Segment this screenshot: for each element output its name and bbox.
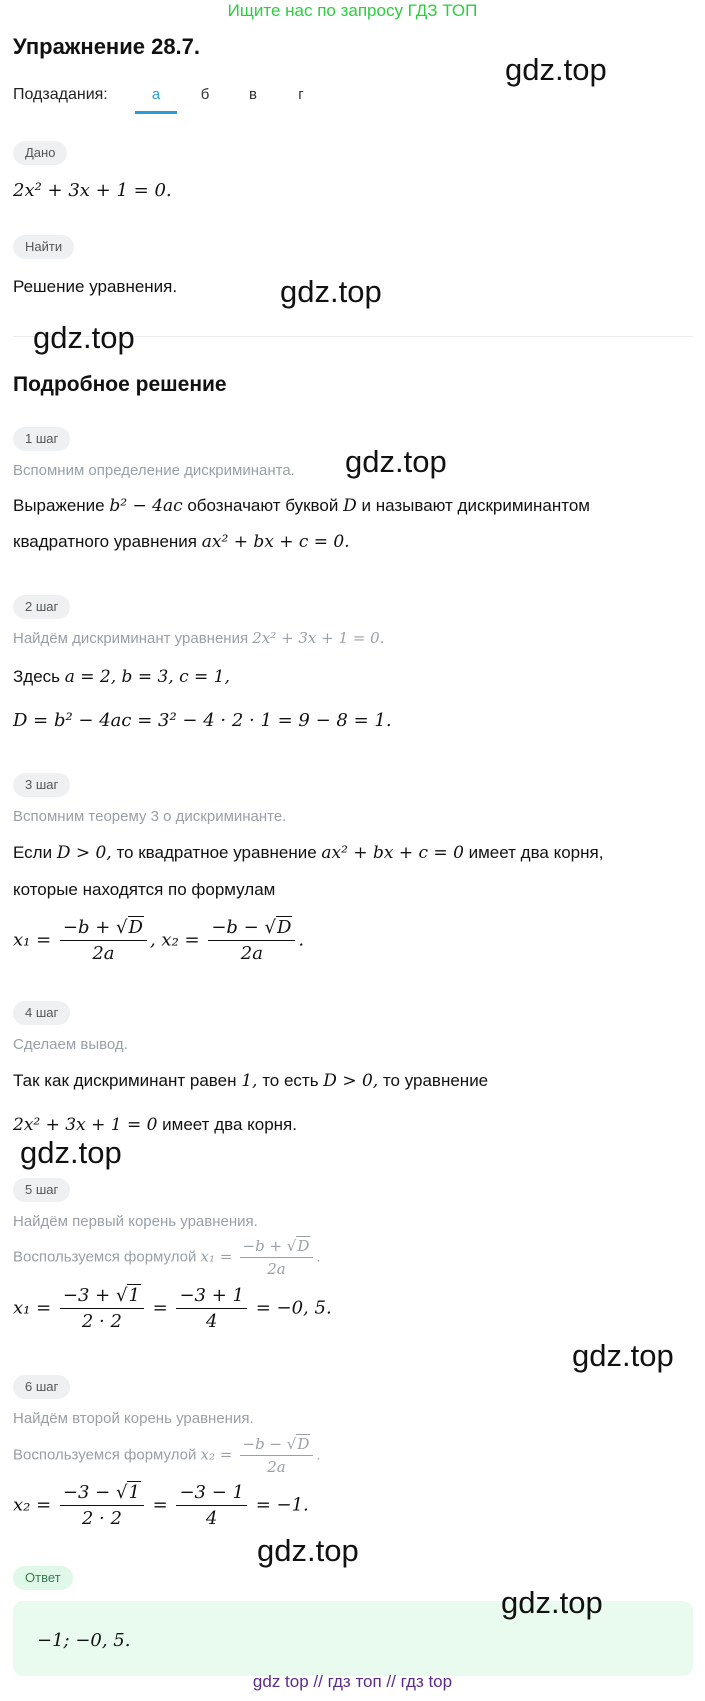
root-calculation: x₁ = $\frac{-3 + √1}{2 \cdot 2}$ = $\frac{-3 + 1}{4}$ = −0, 5. [13,1285,332,1332]
watermark: gdz.top [501,1585,603,1620]
step-pill: 6 шаг [13,1375,70,1399]
step-line: Так как дискриминант равен 1, то есть D > 0, то уравнение [13,1071,489,1091]
root-calculation: x₂ = $\frac{-3 - √1}{2 \cdot 2}$ = $\frac{-3 - 1}{4}$ = −1. [13,1482,309,1529]
answer-pill: Ответ [13,1566,73,1590]
answer-value: −1; −0, 5. [37,1630,131,1651]
step-line: Если D > 0, то квадратное уравнение ax² + bx + c = 0 имеет два корня, [13,843,604,863]
step-line: Выражение b² − 4ac обозначают буквой D и называют дискриминантом [13,496,590,516]
step-hint: Вспомним теорему 3 о дискриминанте. [13,808,287,825]
step-pill: 4 шаг [13,1001,70,1025]
discriminant-formula: D = b² − 4ac = 3² − 4 · 2 · 1 = 9 − 8 = 1. [13,710,392,731]
roots-formula: x₁ = $\frac{-b + √D}{2a}$ , x₂ = $\frac{-b - √D}{2a}$ . [13,917,305,964]
watermark: gdz.top [345,444,447,479]
watermark: gdz.top [280,274,382,309]
tab-g[interactable]: г [298,86,304,103]
watermark: gdz.top [20,1135,122,1170]
step-hint: Найдём дискриминант уравнения 2x² + 3x + 1 = 0. [13,629,385,647]
step-pill: 2 шаг [13,595,70,619]
subtasks-label: Подзадания: [13,86,108,103]
given-equation: 2x² + 3x + 1 = 0. [13,180,172,201]
step-hint: Сделаем вывод. [13,1036,128,1053]
step-formula-reminder: Воспользуемся формулой x₁ = $\frac{-b + √D}{2a}$ . [13,1237,321,1278]
step-pill: 5 шаг [13,1178,70,1202]
step-line: Здесь a = 2, b = 3, c = 1, [13,667,230,687]
given-pill: Дано [13,141,67,165]
tab-b[interactable]: б [200,86,210,103]
watermark: gdz.top [257,1533,359,1568]
footer-links[interactable]: gdz top // гдз топ // гдз top [252,1672,453,1691]
watermark: gdz.top [33,320,135,355]
step-hint: Найдём первый корень уравнения. [13,1213,258,1230]
find-pill: Найти [13,235,74,259]
find-text: Решение уравнения. [13,277,178,296]
page-title: Упражнение 28.7. [13,34,201,59]
step-hint: Найдём второй корень уравнения. [13,1410,254,1427]
watermark: gdz.top [505,52,607,87]
tab-v[interactable]: в [249,86,257,103]
step-pill: 1 шаг [13,427,70,451]
step-line: которые находятся по формулам [13,880,276,899]
solution-title: Подробное решение [13,373,227,396]
step-pill: 3 шаг [13,773,70,797]
watermark: gdz.top [572,1338,674,1373]
tab-a[interactable]: а [151,86,161,103]
step-hint: Вспомним определение дискриминанта. [13,462,295,479]
top-banner: Ищите нас по запросу ГДЗ ТОП [227,1,478,20]
active-tab-indicator [135,111,177,114]
step-line: 2x² + 3x + 1 = 0 имеет два корня. [13,1115,297,1135]
step-formula-reminder: Воспользуемся формулой x₂ = $\frac{-b - √D}{2a}$ . [13,1435,321,1476]
step-line: квадратного уравнения ax² + bx + c = 0. [13,532,350,552]
